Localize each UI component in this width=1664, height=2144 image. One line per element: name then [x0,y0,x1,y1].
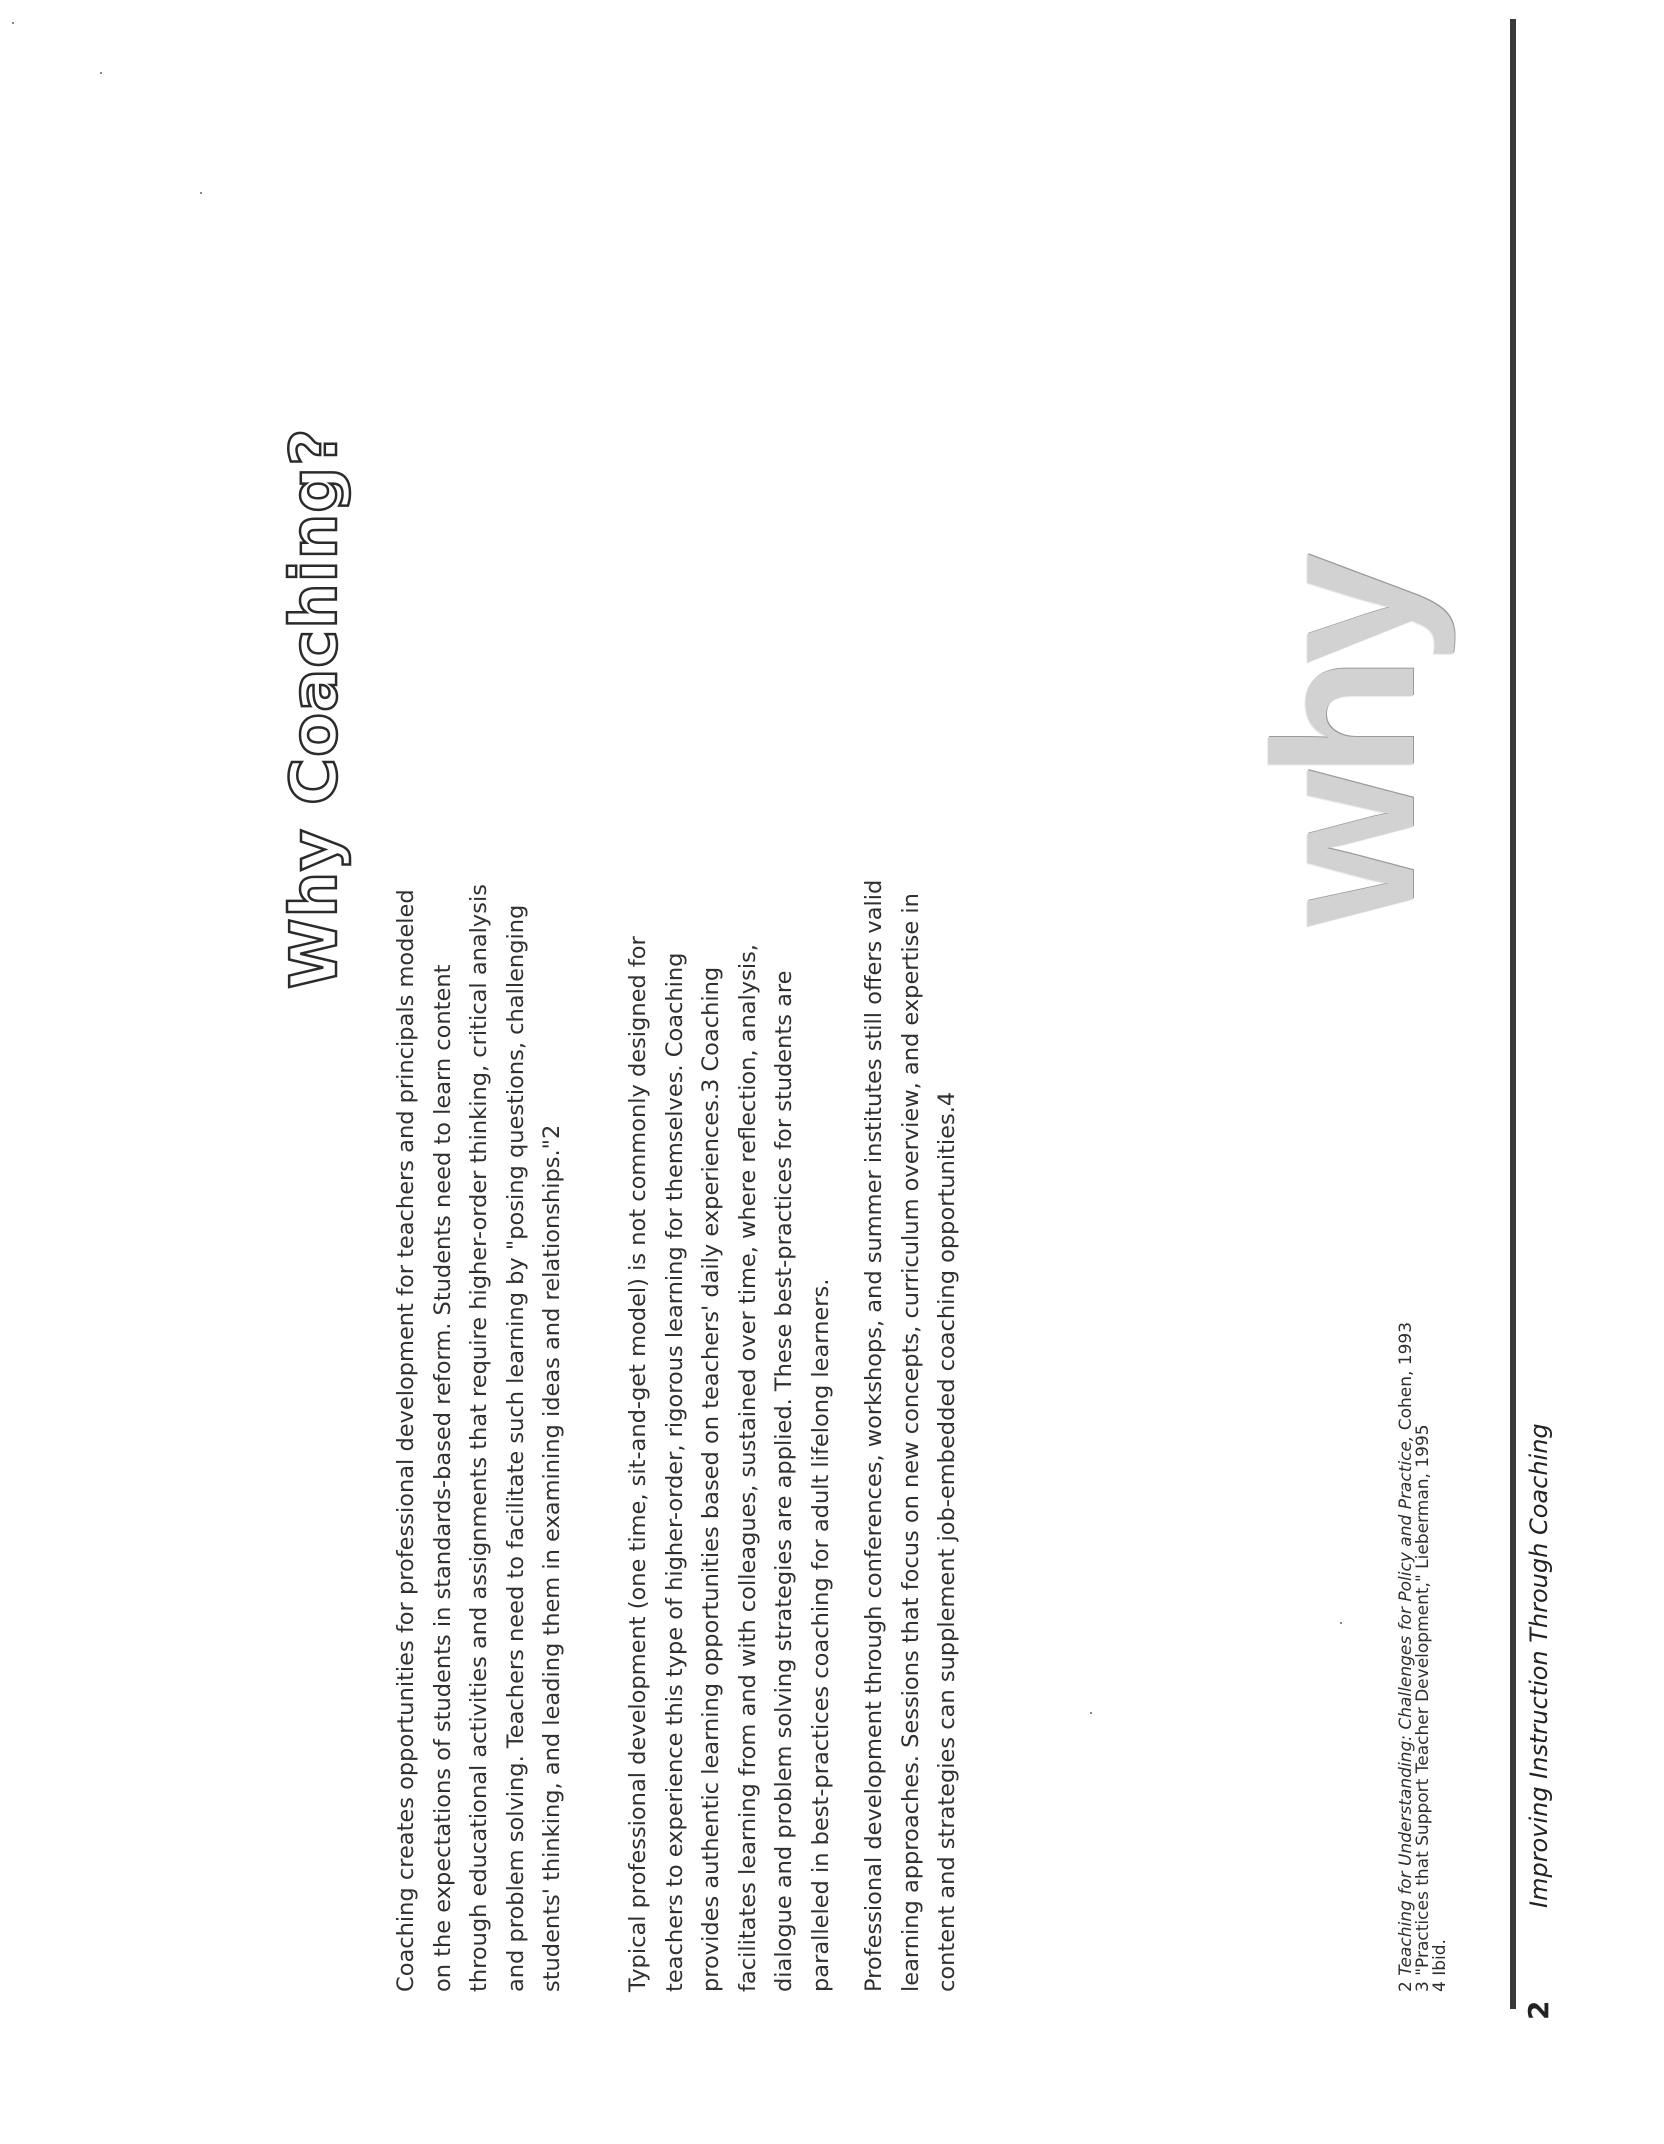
paragraph-line: paralleled in best-practices coaching for adult lifelong learners. [807,1278,834,1992]
footer-rule [1510,19,1516,2009]
paragraph-line: Typical professional development (one time, sit-and-get model) is not commonly designed for [625,936,651,1992]
paragraph-line: content and strategies can supplement job-embedded coaching opportunities.4 [934,1091,960,1992]
paragraph-line: Coaching creates opportunities for professional development for teachers and principals modeled [393,889,419,1992]
paragraph-line: learning approaches. Sessions that focus on new concepts, curriculum overview, and expertise in [897,893,924,1992]
footnote-4 [1432,1322,1449,1992]
paragraph-line: teachers to experience this type of higher-order, rigorous learning for themselves. Coaching [661,952,688,1992]
footnote-source-rest: "Practices that Support Teacher Development," Lieberman, 1995 [1413,1424,1433,1982]
page-number: 2 [1522,2000,1555,2020]
paragraph-line: Professional development through conferences, workshops, and summer institutes still offers valid [861,879,887,1992]
footnote-source-title: Teaching for Understanding: Challenges for Policy and Practice, [1396,1435,1416,1976]
footnote-source-rest: Ibid. [1430,1939,1450,1982]
scan-speck [100,72,102,74]
paragraph-line: on the expectations of students in standards-based reform. Students need to learn content [429,964,456,1992]
scan-speck [1090,1712,1092,1714]
paragraph-line: and problem solving. Teachers need to facilitate such learning by "posing questions, challenging [502,904,529,1992]
paragraph-1 [388,412,571,1992]
paragraph-3 [856,412,966,1992]
why-watermark: why [1233,561,1456,926]
page-title: Why Coaching? [278,427,352,989]
scan-speck [200,192,202,194]
paragraph-line: facilitates learning from and with colleagues, sustained over time, where reflection, analysis, [734,944,761,1992]
paragraph-line: provides authentic learning opportunities based on teachers' daily experiences.3 Coaching [698,966,724,1992]
footnote-number: 2 [1396,1981,1416,1992]
footnote-number: 3 [1413,1981,1433,1992]
footnote-source-rest: Cohen, 1993 [1396,1321,1416,1436]
paragraph-2 [620,412,839,1992]
running-title: Improving Instruction Through Coaching [1525,1423,1553,1908]
footnote-3 [1415,1322,1432,1992]
scan-speck [1340,1622,1342,1624]
paragraph-line: through educational activities and assignments that require higher-order thinking, critical analysis [466,884,492,1992]
footnote-number: 4 [1430,1981,1450,1992]
footnotes [1398,1322,1449,1992]
paragraph-line: dialogue and problem solving strategies are applied. These best-practices for students are [771,970,797,1992]
scan-speck [12,22,14,24]
paragraph-line: students' thinking, and leading them in examining ideas and relationships."2 [539,1124,565,1992]
